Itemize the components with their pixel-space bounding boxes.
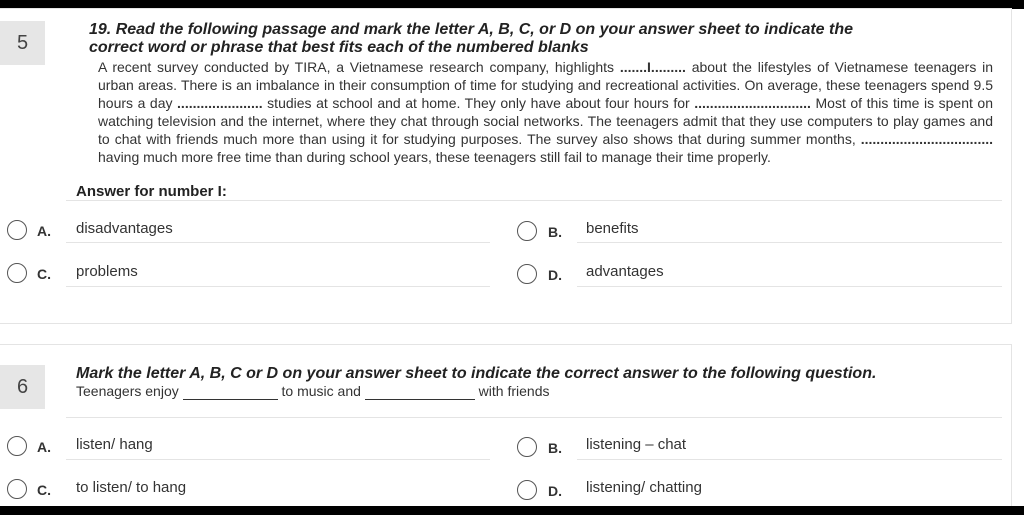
option-a[interactable] xyxy=(0,432,500,462)
option-c[interactable] xyxy=(0,259,500,289)
option-letter: C. xyxy=(37,482,51,498)
option-c[interactable] xyxy=(0,475,500,505)
bottom-bar xyxy=(0,506,1024,515)
option-text: listen/ hang xyxy=(76,436,153,453)
blank-1: .......I......... xyxy=(619,59,686,75)
question-title: Mark the letter A, B, C or D on your answer sheet to indicate the correct answer to the following question. xyxy=(76,365,877,382)
question-card-6 xyxy=(0,344,1012,514)
stem-text: with friends xyxy=(474,383,550,399)
option-letter: B. xyxy=(548,440,562,456)
passage-text: about the lifestyles of Vietnamese teenagers in urban areas. There is an imbalance in their consumption of time for studying and recreational activities. On average, these teenagers spend 9.5 hours a day xyxy=(98,59,993,111)
divider xyxy=(577,286,1002,287)
option-text: benefits xyxy=(586,220,639,237)
option-letter: D. xyxy=(548,483,562,499)
option-d[interactable] xyxy=(510,475,1010,505)
radio-button[interactable] xyxy=(517,480,537,500)
question-number: 5 xyxy=(0,21,45,65)
answer-prompt: Answer for number I: xyxy=(76,183,227,200)
option-letter: C. xyxy=(37,266,51,282)
blank-1 xyxy=(183,383,278,400)
blank-2 xyxy=(365,383,475,400)
stem-text: to music and xyxy=(277,383,365,399)
divider xyxy=(66,417,1002,418)
passage-text: A recent survey conducted by TIRA, a Vietnamese research company, highlights xyxy=(98,59,620,75)
divider xyxy=(66,242,490,243)
blank-4: .................................. xyxy=(860,131,993,147)
blank-2: ...................... xyxy=(177,95,263,111)
option-d[interactable] xyxy=(510,259,1010,289)
blank-3: .............................. xyxy=(694,95,811,111)
passage xyxy=(98,58,993,166)
divider xyxy=(66,200,1002,201)
radio-button[interactable] xyxy=(7,220,27,240)
divider xyxy=(577,242,1002,243)
option-text: listening – chat xyxy=(586,436,687,453)
option-letter: D. xyxy=(548,267,562,283)
question-number: 6 xyxy=(0,365,45,409)
option-letter: A. xyxy=(37,223,51,239)
stem-text: Teenagers enjoy xyxy=(76,383,183,399)
option-b[interactable] xyxy=(510,432,1010,462)
passage-text: having much more free time than during school years, these teenagers still fail to manage their time properly. xyxy=(98,149,771,165)
divider xyxy=(66,286,490,287)
question-title-line1: 19. Read the following passage and mark the letter A, B, C, or D on your answer sheet to indicate the xyxy=(89,21,854,38)
divider xyxy=(577,459,1002,460)
radio-button[interactable] xyxy=(7,479,27,499)
passage-text: studies at school and at home. They only have about four hours for xyxy=(262,95,695,111)
option-letter: A. xyxy=(37,439,51,455)
divider xyxy=(66,459,490,460)
radio-button[interactable] xyxy=(517,221,537,241)
question-title-line2: correct word or phrase that best fits each of the numbered blanks xyxy=(89,39,589,56)
option-text: disadvantages xyxy=(76,220,173,237)
option-letter: B. xyxy=(548,224,562,240)
radio-button[interactable] xyxy=(7,436,27,456)
option-text: listening/ chatting xyxy=(586,479,702,496)
question-card-5 xyxy=(0,8,1012,324)
question-stem xyxy=(76,383,550,400)
option-text: to listen/ to hang xyxy=(76,479,187,496)
option-text: advantages xyxy=(586,263,664,280)
radio-button[interactable] xyxy=(517,437,537,457)
passage-text: Most of this time is spent on watching television and the internet, where they chat through social networks. The teenagers admit that they use computers to play games and to chat with friends much more than using it for studying purposes. The survey also shows that during summer months, xyxy=(98,95,993,147)
radio-button[interactable] xyxy=(7,263,27,283)
option-text: problems xyxy=(76,263,138,280)
radio-button[interactable] xyxy=(517,264,537,284)
